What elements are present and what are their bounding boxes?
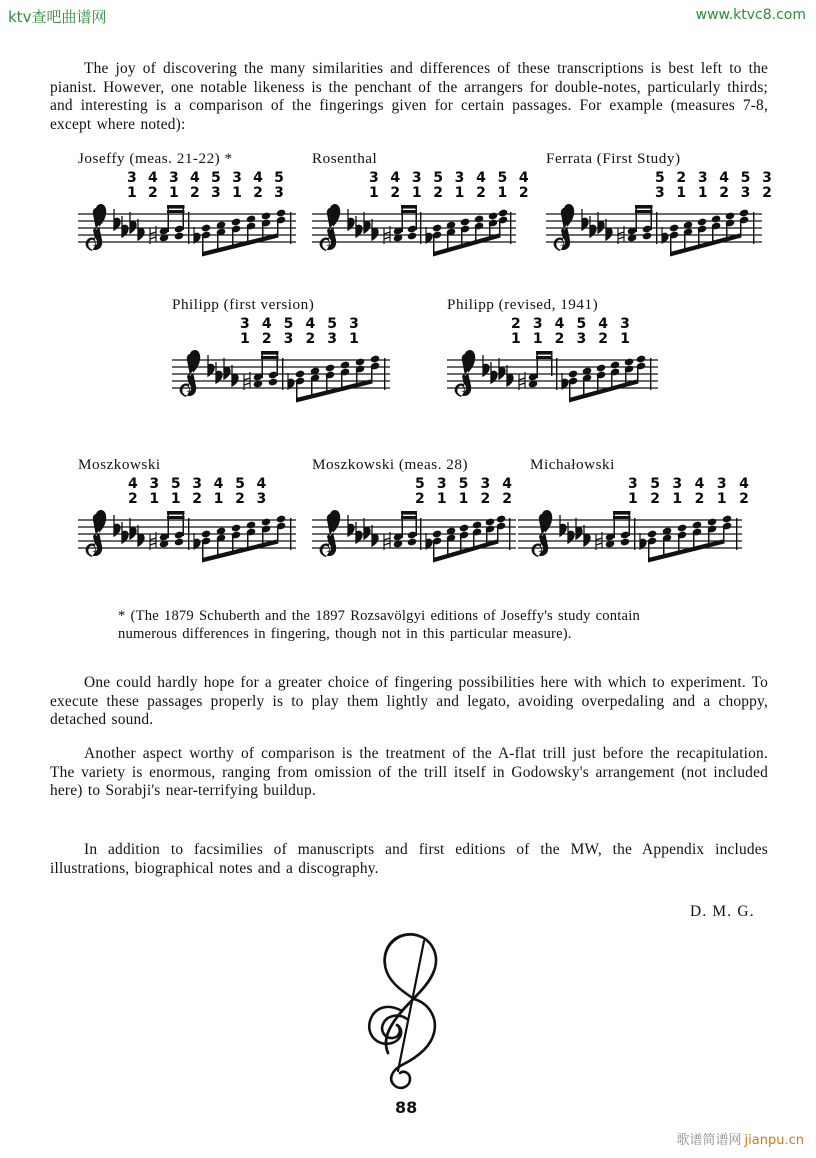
fingering-upper-moszkowski: 4 3 5 3 4 5 4 — [128, 476, 270, 492]
fingering-upper-ferrata: 5 2 3 4 5 3 — [655, 170, 776, 186]
fingering-upper-michalowski: 3 5 3 4 3 4 — [628, 476, 753, 492]
example-moszkowski-28 — [312, 456, 516, 507]
fingering-lower-joseffy: 1 2 1 2 3 1 2 3 — [127, 185, 288, 201]
fingering-upper-joseffy: 3 4 3 4 5 3 4 5 — [127, 170, 288, 186]
fingering-upper-moszkowski-28: 5 3 5 3 4 — [415, 476, 516, 492]
page-number: 88 — [395, 1098, 418, 1117]
staff-moszkowski — [76, 506, 298, 568]
footnote-text: * (The 1879 Schuberth and the 1897 Rozsavölgyi editions of Joseffy's study contain numerous differences in fingering, though not in this particular measure). — [118, 608, 640, 643]
example-title-joseffy: Joseffy (meas. 21-22) * — [78, 150, 233, 167]
watermark-site-url: www.ktvc8.com — [695, 7, 806, 23]
paragraph-3 — [50, 745, 768, 801]
example-joseffy — [78, 150, 288, 201]
fingering-lower-moszkowski: 2 1 1 2 1 2 3 — [128, 491, 270, 507]
watermark-site-name-cn: ktv查吧曲谱网 — [8, 8, 107, 26]
paragraph-3-text: Another aspect worthy of comparison is the treatment of the A-flat trill just before the recapitulation. The variety is enormous, ranging from omission of the trill itself in Godowsky's arrangement (not included here) to Sorabji's near-terrifying buildup. — [50, 745, 768, 800]
watermark-footer — [677, 1129, 804, 1148]
fingering-lower-rosenthal: 1 2 1 2 1 2 1 2 — [369, 185, 533, 201]
paragraph-2 — [50, 674, 768, 730]
example-philipp-first — [172, 296, 363, 347]
fingering-upper-philipp-revised: 2 3 4 5 4 3 — [511, 316, 634, 332]
paragraph-4-text: In addition to facsimilies of manuscripts and first editions of the MW, the Appendix includes illustrations, biographical notes and a discography. — [50, 841, 768, 877]
example-moszkowski — [78, 456, 270, 507]
example-title-philipp-revised: Philipp (revised, 1941) — [447, 296, 599, 313]
intro-paragraph — [50, 60, 768, 134]
example-philipp-revised — [447, 296, 634, 347]
example-title-moszkowski-28: Moszkowski (meas. 28) — [312, 456, 469, 473]
fingering-lower-philipp-first: 1 2 3 2 3 1 — [240, 331, 363, 347]
staff-moszkowski-28 — [310, 506, 518, 568]
example-title-rosenthal: Rosenthal — [312, 150, 378, 167]
fingering-lower-philipp-revised: 1 1 2 3 2 1 — [511, 331, 634, 347]
staff-ferrata — [544, 200, 764, 262]
staff-rosenthal — [310, 200, 518, 262]
staff-michalowski — [516, 506, 744, 568]
staff-philipp-first — [170, 346, 392, 408]
example-title-philipp-first: Philipp (first version) — [172, 296, 315, 313]
fingering-lower-ferrata: 3 1 1 2 3 2 — [655, 185, 776, 201]
example-michalowski — [530, 456, 753, 507]
fingering-lower-michalowski: 1 2 1 2 1 2 — [628, 491, 753, 507]
example-title-michalowski: Michałowski — [530, 456, 615, 473]
staff-philipp-revised — [445, 346, 660, 408]
example-title-moszkowski: Moszkowski — [78, 456, 161, 473]
example-title-ferrata: Ferrata (First Study) — [546, 150, 681, 167]
footnote-joseffy — [118, 607, 703, 644]
fingering-upper-rosenthal: 3 4 3 5 3 4 5 4 — [369, 170, 533, 186]
intro-paragraph-text: The joy of discovering the many similarities and differences of these transcriptions is best left to the pianist. However, one notable likeness is the penchant of the arrangers for double-notes, particularly thirds; and interesting is a comparison of the fingerings given for certain passages. For example (measures 7-8, except where noted): — [50, 60, 768, 133]
watermark-footer-cn: 歌谱简谱网 — [676, 1133, 742, 1148]
paragraph-4 — [50, 841, 768, 878]
watermark-footer-en: jianpu.cn — [744, 1133, 804, 1148]
example-ferrata — [546, 150, 776, 201]
author-initials: D. M. G. — [690, 903, 755, 920]
watermark-header — [0, 0, 816, 30]
paragraph-2-text: One could hardly hope for a greater choice of fingering possibilities here with which to experiment. To execute these passages properly is to play them lightly and legato, avoiding overpedaling and a choppy, detached sound. — [50, 674, 768, 729]
staff-joseffy — [76, 200, 298, 262]
treble-clef-ornament — [352, 925, 470, 1095]
example-rosenthal — [312, 150, 533, 201]
fingering-lower-moszkowski-28: 2 1 1 2 2 — [415, 491, 516, 507]
fingering-upper-philipp-first: 3 4 5 4 5 3 — [240, 316, 363, 332]
